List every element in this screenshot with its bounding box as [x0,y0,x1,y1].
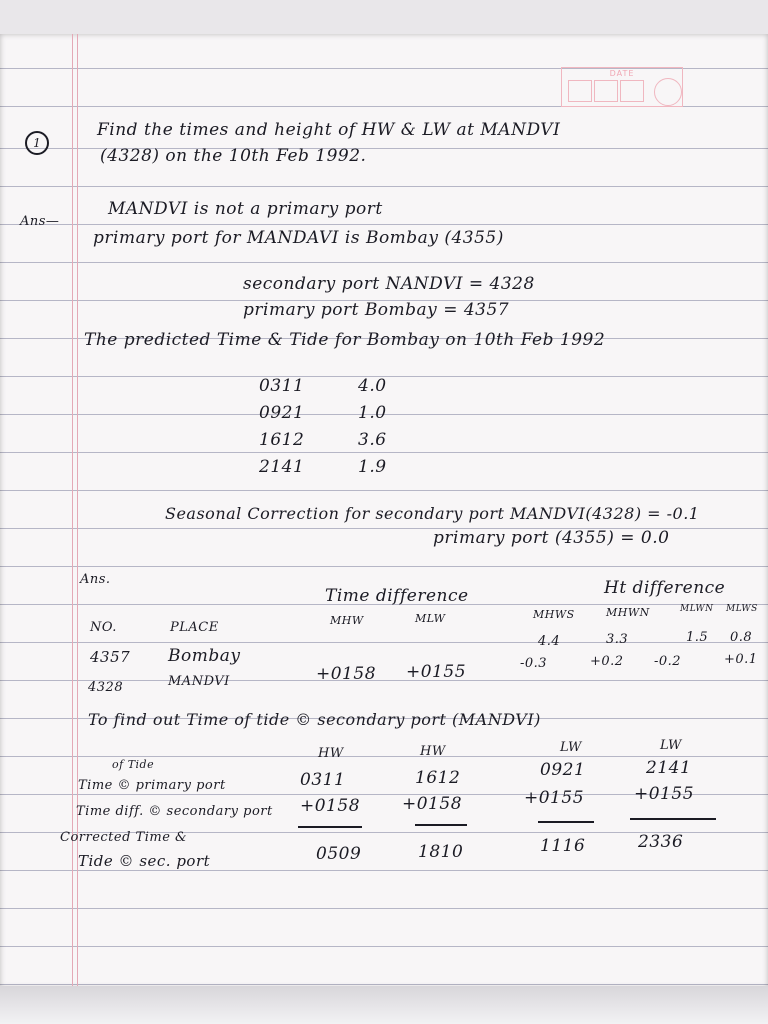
calc-header: LW [660,738,682,753]
calc-row-1-value: 0921 [540,760,586,780]
column-no: NO. [90,620,117,635]
secondary-port-line: secondary port NANDVI = 4328 [243,274,535,294]
prediction-height: 3.6 [358,430,387,450]
calc-row-2-value: +0155 [634,784,695,804]
calc-row-1-value: 0311 [300,770,346,790]
date-cell [568,80,592,102]
table-row-mhw: +0158 [316,664,377,684]
table-row-mhwn: 3.3 [606,632,629,647]
calc-row-2-value: +0158 [300,796,361,816]
column-mlws: MLWS [726,604,758,614]
calc-header: LW [560,740,582,755]
sum-underline [415,824,467,826]
table-marker: Ans. [80,572,111,587]
table-row-mlws: 0.8 [730,630,753,645]
height-difference-header: Ht difference [604,578,726,598]
column-mlwn: MLWN [680,604,714,614]
time-calc-title: To find out Time of tide © secondary port (MANDVI) [88,710,541,729]
prediction-height: 1.0 [358,403,387,423]
prediction-height: 1.9 [358,457,387,477]
calc-row-3-value: 2336 [638,832,684,852]
predicted-line: The predicted Time & Tide for Bombay on 10th Feb 1992 [84,330,606,350]
calc-row-1-value: 1612 [415,768,461,788]
calc-row-1-label: Time © primary port [78,778,226,793]
date-cell [620,80,644,102]
question-line-2: (4328) on the 10th Feb 1992. [100,146,367,166]
table-row-mlwn: -0.2 [654,654,682,669]
sum-underline [298,826,362,828]
calc-row-2-value: +0158 [402,794,463,814]
table-row-no: 4328 [88,680,124,695]
date-cell [594,80,618,102]
sum-underline [538,821,594,823]
date-box [561,67,683,107]
prediction-time: 0311 [259,376,305,396]
prediction-time: 0921 [259,403,305,423]
column-mhwn: MHWN [606,606,650,619]
table-row-no: 4357 [90,648,131,666]
calc-row-3-value: 1810 [418,842,464,862]
calc-header: HW [318,746,344,761]
question-line-1: Find the times and height of HW & LW at MANDVI [97,120,561,140]
table-row-mhws: 4.4 [538,634,561,649]
answer-label: Ans— [20,214,60,229]
prediction-time: 2141 [259,457,305,477]
sum-underline [630,818,716,820]
calc-row-2-label: Time diff. © secondary port [76,804,273,819]
seasonal-line-1: Seasonal Correction for secondary port MANDVI(4328) = -0.1 [165,504,700,523]
column-mhw: MHW [330,614,364,627]
calc-row-3-label-b: Tide © sec. port [78,852,211,870]
column-mhws: MHWS [533,608,575,621]
answer-line-1: MANDVI is not a primary port [108,199,383,219]
table-row-place: MANDVI [168,674,230,689]
table-row-mhwn: +0.2 [590,654,624,669]
seasonal-line-2: primary port (4355) = 0.0 [433,528,670,548]
calc-row-1-value: 2141 [646,758,692,778]
prediction-time: 1612 [259,430,305,450]
date-circle [654,78,682,106]
calc-row-3-label-a: Corrected Time & [60,830,188,845]
table-row-mlw: +0155 [406,662,467,682]
column-mlw: MLW [415,612,446,625]
table-row-mhws: -0.3 [520,656,548,671]
time-difference-header: Time difference [325,586,469,606]
table-row-mlwn: 1.5 [686,630,709,645]
calc-row-2-value: +0155 [524,788,585,808]
answer-line-2: primary port for MANDAVI is Bombay (4355) [93,228,504,248]
primary-port-line: primary port Bombay = 4357 [243,300,510,320]
calc-row-3-value: 0509 [316,844,362,864]
calc-header: HW [420,744,446,759]
prediction-height: 4.0 [358,376,387,396]
calc-row-3-value: 1116 [540,836,586,856]
column-place: PLACE [170,620,219,635]
of-tide-label: of Tide [112,758,155,771]
notebook-page [0,34,768,988]
date-label: DATE [609,69,635,78]
page-bottom-shadow [0,986,768,1024]
table-row-mlws: +0.1 [724,652,758,667]
table-row-place: Bombay [168,646,241,666]
question-number: 1 [25,131,49,155]
